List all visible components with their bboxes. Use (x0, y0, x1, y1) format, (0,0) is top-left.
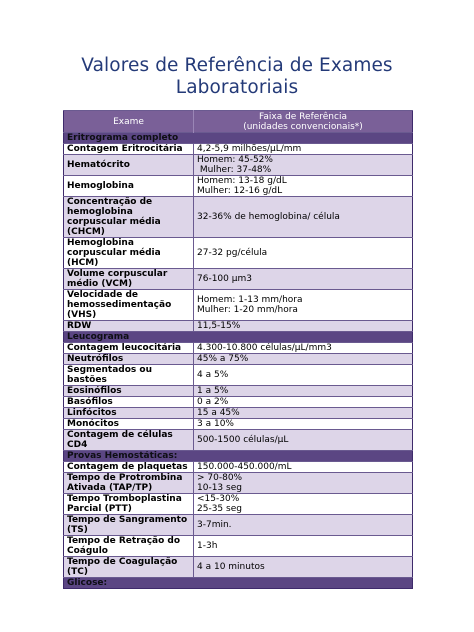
reference-value-line: 4 a 10 minutos (197, 562, 265, 572)
exam-name-cell (64, 462, 194, 473)
exam-name-line: Tempo de Sangramento (67, 515, 188, 525)
table-row (64, 321, 413, 332)
reference-value-cell (194, 462, 413, 473)
exam-name-cell (64, 197, 194, 238)
reference-value-line: Mulher: 37-48% (197, 165, 272, 175)
section-row (64, 451, 413, 462)
table-row (64, 462, 413, 473)
exam-name-line: Hematócrito (67, 160, 130, 170)
reference-values-table (63, 110, 413, 589)
exam-name-line: (CHCM) (67, 227, 105, 237)
reference-value-line: 3-7min. (197, 520, 232, 530)
exam-name-line: Contagem de células (67, 430, 173, 440)
reference-value-cell (194, 536, 413, 557)
exam-name-cell (64, 354, 194, 365)
reference-value-cell (194, 354, 413, 365)
reference-value-cell (194, 144, 413, 155)
exam-name-line: Contagem de plaquetas (67, 462, 188, 472)
reference-value-line: 4,2-5,9 milhões/µL/mm (197, 144, 302, 154)
reference-value-line: 15 a 45% (197, 408, 240, 418)
reference-value-line: 76-100 µm3 (197, 274, 252, 284)
page-title (0, 55, 474, 99)
reference-value-line: 32-36% de hemoglobina/ célula (197, 212, 340, 222)
reference-value-line: Homem: 1-13 mm/hora (197, 295, 303, 305)
table-row (64, 290, 413, 321)
table-row (64, 176, 413, 197)
exam-name-line: Ativada (TAP/TP) (67, 483, 153, 493)
exam-name-cell (64, 238, 194, 269)
table-row (64, 144, 413, 155)
exam-name-cell (64, 408, 194, 419)
exam-name-line: Segmentados ou (67, 365, 152, 375)
exam-name-line: Tempo de Retração do (67, 536, 181, 546)
reference-value-line: Mulher: 12-16 g/dL (197, 186, 283, 196)
reference-value-line: Homem: 45-52% (197, 155, 273, 165)
exam-name-line: Coágulo (67, 546, 108, 556)
exam-name-line: Linfócitos (67, 408, 117, 418)
exam-name-line: corpuscular média (67, 217, 161, 227)
reference-value-cell (194, 408, 413, 419)
exam-name-line: médio (VCM) (67, 279, 133, 289)
exam-name-line: Eosinófilos (67, 386, 122, 396)
exam-name-line: Contagem leucocitária (67, 343, 182, 353)
reference-value-cell (194, 515, 413, 536)
reference-value-line: 45% a 75% (197, 354, 249, 364)
exam-name-line: (TS) (67, 525, 88, 535)
exam-name-line: Velocidade de (67, 290, 139, 300)
reference-value-cell (194, 419, 413, 430)
reference-value-cell (194, 494, 413, 515)
table-row (64, 419, 413, 430)
reference-value-cell (194, 397, 413, 408)
exam-name-line: Neutrófilos (67, 354, 124, 364)
table-row (64, 238, 413, 269)
exam-name-line: bastões (67, 375, 107, 385)
section-row (64, 332, 413, 343)
reference-value-line: 0 a 2% (197, 397, 229, 407)
exam-name-line: Concentração de (67, 197, 153, 207)
table-row (64, 386, 413, 397)
table-row (64, 155, 413, 176)
table-row (64, 430, 413, 451)
exam-name-line: Hemoglobina (67, 238, 134, 248)
exam-name-cell (64, 515, 194, 536)
reference-value-line: 25-35 seg (197, 504, 242, 514)
table-row (64, 354, 413, 365)
exam-name-line: hemoglobina (67, 207, 133, 217)
exam-name-line: CD4 (67, 440, 88, 450)
reference-value-line: 1-3h (197, 541, 218, 551)
reference-value-line: 27-32 pg/célula (197, 248, 268, 258)
reference-value-cell (194, 238, 413, 269)
exam-name-cell (64, 343, 194, 354)
exam-name-cell (64, 144, 194, 155)
exam-name-cell (64, 176, 194, 197)
section-row (64, 133, 413, 144)
reference-value-cell (194, 269, 413, 290)
page-title-line-2: Laboratoriais (175, 77, 299, 98)
exam-name-line: Parcial (PTT) (67, 504, 132, 514)
exam-name-line: Contagem Eritrocitária (67, 144, 183, 154)
section-row (64, 578, 413, 589)
section-title: Eritrograma completo (64, 133, 413, 144)
exam-name-cell (64, 321, 194, 332)
exam-name-cell (64, 290, 194, 321)
exam-name-cell (64, 365, 194, 386)
section-title: Glicose: (64, 578, 413, 589)
table-row (64, 408, 413, 419)
section-title: Provas Hemostáticas: (64, 451, 413, 462)
exam-name-line: Hemoglobina (67, 181, 134, 191)
page-title-line-1: Valores de Referência de Exames (81, 55, 393, 76)
column-header-exam: Exame (64, 111, 194, 133)
table-row (64, 269, 413, 290)
reference-value-line: 4.300-10.800 células/µL/mm3 (197, 343, 332, 353)
reference-value-cell (194, 557, 413, 578)
exam-name-line: Monócitos (67, 419, 119, 429)
reference-value-line: 500-1500 células/µL (197, 435, 289, 445)
section-title: Leucograma (64, 332, 413, 343)
reference-value-line: 10-13 seg (197, 483, 242, 493)
reference-value-line: 4 a 5% (197, 370, 229, 380)
exam-name-line: Volume corpuscular (67, 269, 168, 279)
exam-name-cell (64, 557, 194, 578)
exam-name-line: (HCM) (67, 258, 99, 268)
exam-name-line: Tempo de Coagulação (67, 557, 178, 567)
reference-value-cell (194, 343, 413, 354)
table-row (64, 365, 413, 386)
reference-value-line: > 70-80% (197, 473, 243, 483)
exam-name-line: (TC) (67, 567, 88, 577)
exam-name-cell (64, 155, 194, 176)
column-header-reference-line-1: Faixa de Referência (259, 111, 347, 122)
exam-name-line: Tempo Tromboplastina (67, 494, 182, 504)
reference-value-line: 1 a 5% (197, 386, 229, 396)
reference-value-cell (194, 321, 413, 332)
table-row (64, 343, 413, 354)
reference-value-line: <15-30% (197, 494, 240, 504)
reference-value-line: 3 a 10% (197, 419, 234, 429)
table-row (64, 494, 413, 515)
exam-name-cell (64, 494, 194, 515)
exam-name-line: Basófilos (67, 397, 113, 407)
exam-name-cell (64, 473, 194, 494)
reference-value-cell (194, 473, 413, 494)
exam-name-line: (VHS) (67, 310, 97, 320)
table-row (64, 536, 413, 557)
reference-value-cell (194, 197, 413, 238)
reference-value-cell (194, 365, 413, 386)
exam-name-cell (64, 536, 194, 557)
reference-value-cell (194, 290, 413, 321)
reference-value-cell (194, 386, 413, 397)
exam-name-cell (64, 386, 194, 397)
table-row (64, 557, 413, 578)
table-row (64, 397, 413, 408)
exam-name-cell (64, 269, 194, 290)
table-row (64, 515, 413, 536)
exam-name-line: corpuscular média (67, 248, 161, 258)
reference-value-line: Homem: 13-18 g/dL (197, 176, 287, 186)
table-header-row (64, 111, 413, 133)
column-header-reference-line-2: (unidades convencionais*) (243, 121, 363, 132)
reference-value-line: Mulher: 1-20 mm/hora (197, 305, 298, 315)
exam-name-line: Tempo de Protrombina (67, 473, 183, 483)
exam-name-cell (64, 397, 194, 408)
exam-name-cell (64, 419, 194, 430)
reference-value-line: 150.000-450.000/mL (197, 462, 292, 472)
exam-name-cell (64, 430, 194, 451)
exam-name-line: RDW (67, 321, 92, 331)
table-body (64, 133, 413, 589)
exam-name-line: hemossedimentação (67, 300, 172, 310)
reference-value-line: 11,5-15% (197, 321, 241, 331)
reference-value-cell (194, 176, 413, 197)
reference-value-cell (194, 430, 413, 451)
column-header-reference (194, 111, 413, 133)
table-row (64, 473, 413, 494)
reference-value-cell (194, 155, 413, 176)
table-row (64, 197, 413, 238)
